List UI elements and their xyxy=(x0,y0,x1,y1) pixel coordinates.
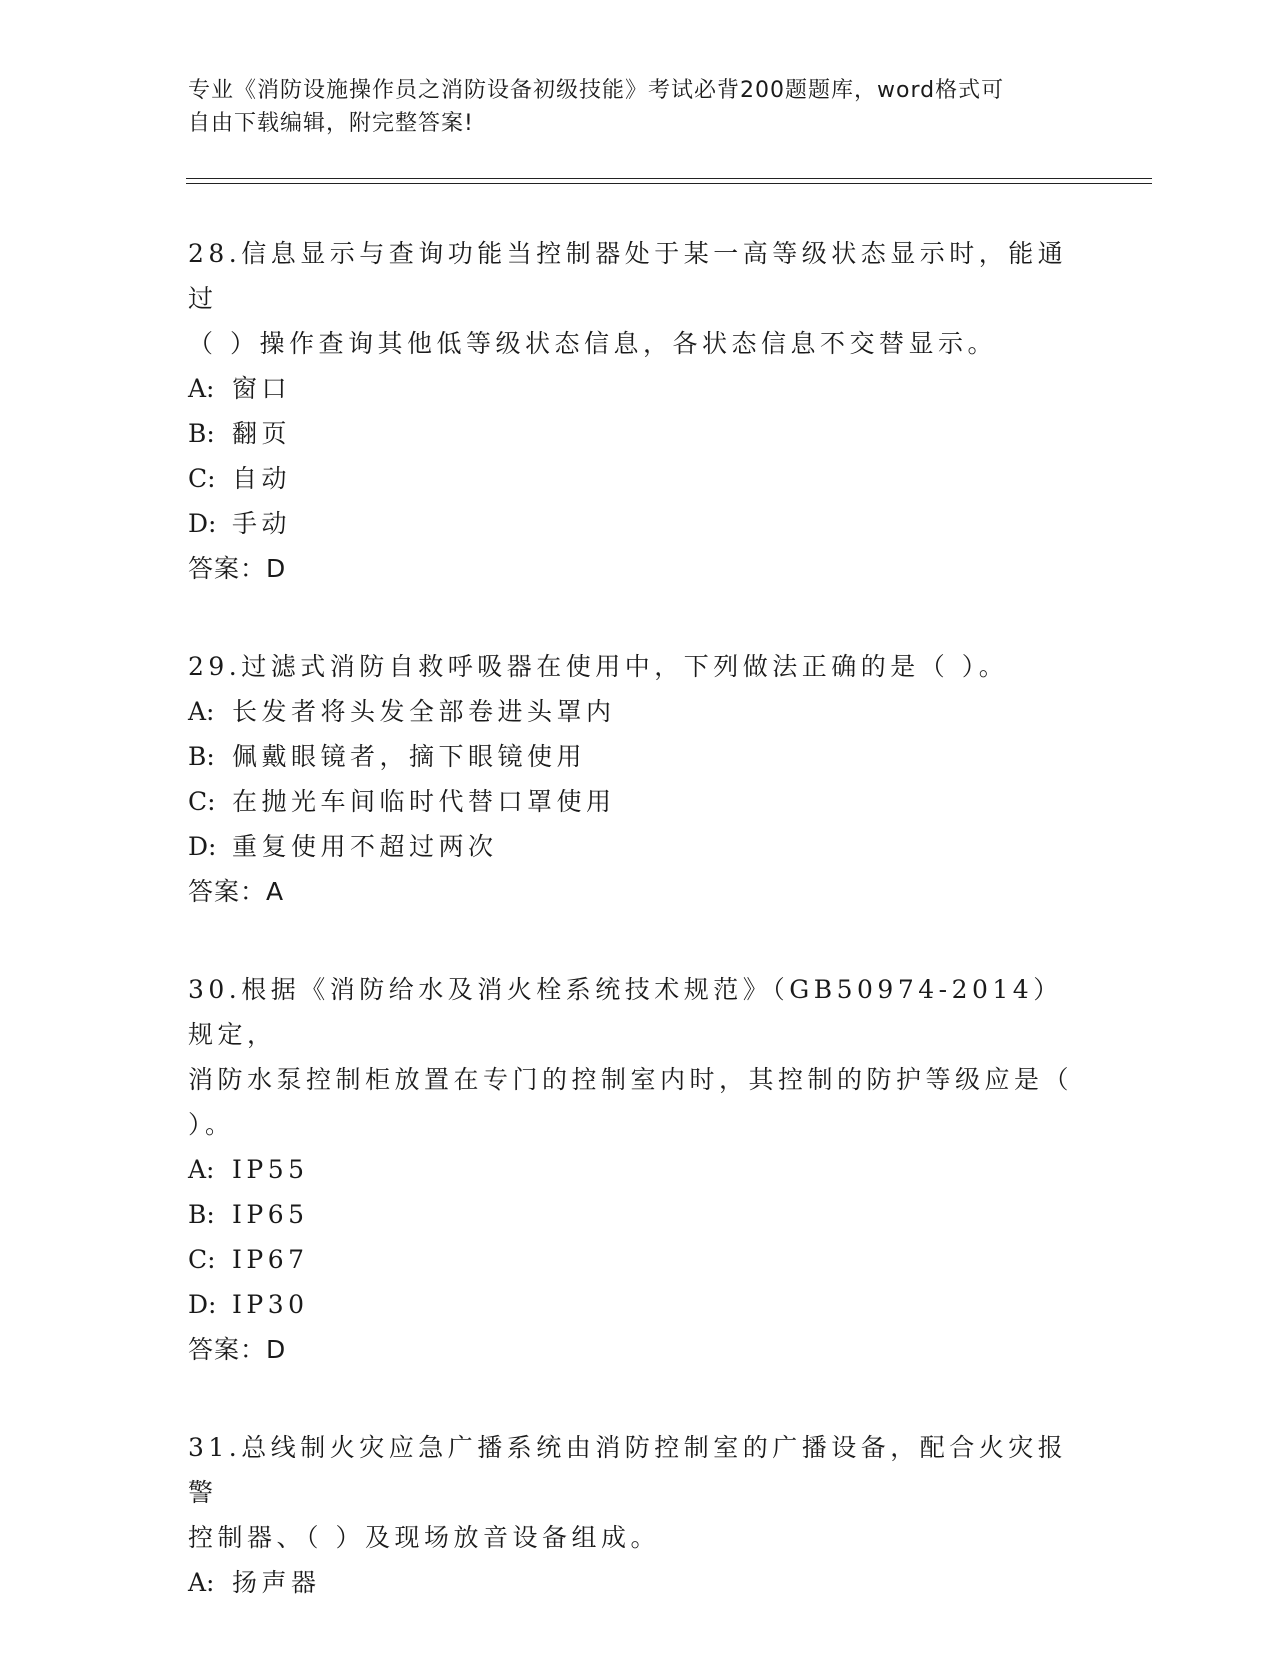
option-letter: C: xyxy=(188,464,216,493)
answer-option xyxy=(188,1560,1088,1605)
option-letter: D: xyxy=(188,509,217,538)
option-text: 手动 xyxy=(232,509,292,538)
question-stem-line: 28.信息显示与查询功能当控制器处于某一高等级状态显示时，能通过 xyxy=(188,239,1068,313)
question-stem-line: 31.总线制火灾应急广播系统由消防控制室的广播设备，配合火灾报警 xyxy=(188,1433,1068,1507)
question-stem-line: 控制器、（ ）及现场放音设备组成。 xyxy=(188,1523,660,1552)
question-block xyxy=(188,1425,1088,1605)
answer-option xyxy=(188,1237,1088,1282)
option-letter: D: xyxy=(188,832,217,861)
answer-option xyxy=(188,824,1088,869)
header-line-1: 专业《消防设施操作员之消防设备初级技能》考试必背200题题库，word格式可 xyxy=(188,78,1005,103)
option-letter: A: xyxy=(188,697,215,726)
question-stem-line: （ ）操作查询其他低等级状态信息，各状态信息不交替显示。 xyxy=(188,329,997,358)
option-text: 翻页 xyxy=(232,419,292,448)
answer-key: 答案：D xyxy=(188,554,287,583)
option-text: 窗口 xyxy=(232,374,292,403)
option-text: 长发者将头发全部卷进头罩内 xyxy=(232,697,616,726)
answer-option xyxy=(188,1192,1088,1237)
answer-option xyxy=(188,366,1088,411)
answer-option xyxy=(188,501,1088,546)
answer-option xyxy=(188,734,1088,779)
question-stem-line: 30.根据《消防给水及消火栓系统技术规范》（GB50974-2014）规定， xyxy=(188,975,1063,1049)
answer-key: 答案：D xyxy=(188,1335,287,1364)
question-list xyxy=(188,231,1088,1658)
option-text: 佩戴眼镜者，摘下眼镜使用 xyxy=(232,742,587,771)
option-letter: C: xyxy=(188,787,216,816)
option-text: 在抛光车间临时代替口罩使用 xyxy=(232,787,616,816)
option-text: IP67 xyxy=(232,1245,309,1274)
option-letter: B: xyxy=(188,1200,215,1229)
question-stem-line: 29.过滤式消防自救呼吸器在使用中，下列做法正确的是（ ）。 xyxy=(188,652,1009,681)
option-text: 重复使用不超过两次 xyxy=(232,832,498,861)
answer-option xyxy=(188,456,1088,501)
option-text: 扬声器 xyxy=(232,1568,321,1597)
answer-key: 答案：A xyxy=(188,877,285,906)
question-stem-line: ）。 xyxy=(188,1110,235,1139)
answer-option xyxy=(188,411,1088,456)
question-block xyxy=(188,231,1088,591)
option-text: 自动 xyxy=(232,464,292,493)
option-letter: B: xyxy=(188,419,215,448)
option-letter: A: xyxy=(188,1155,215,1184)
document-header xyxy=(188,74,1068,140)
answer-option xyxy=(188,779,1088,824)
header-rule-bottom xyxy=(186,183,1152,184)
option-letter: B: xyxy=(188,742,215,771)
question-stem-line: 消防水泵控制柜放置在专门的控制室内时，其控制的防护等级应是（ xyxy=(188,1065,1074,1094)
header-rule-top xyxy=(186,178,1152,179)
answer-option xyxy=(188,1147,1088,1192)
answer-option xyxy=(188,689,1088,734)
option-letter: A: xyxy=(188,374,215,403)
answer-option xyxy=(188,1282,1088,1327)
option-text: IP55 xyxy=(232,1155,309,1184)
question-block xyxy=(188,644,1088,914)
option-letter: C: xyxy=(188,1245,216,1274)
question-block xyxy=(188,967,1088,1372)
option-letter: A: xyxy=(188,1568,215,1597)
option-text: IP65 xyxy=(232,1200,309,1229)
option-letter: D: xyxy=(188,1290,217,1319)
header-line-2: 自由下载编辑，附完整答案! xyxy=(188,111,474,136)
option-text: IP30 xyxy=(232,1290,309,1319)
